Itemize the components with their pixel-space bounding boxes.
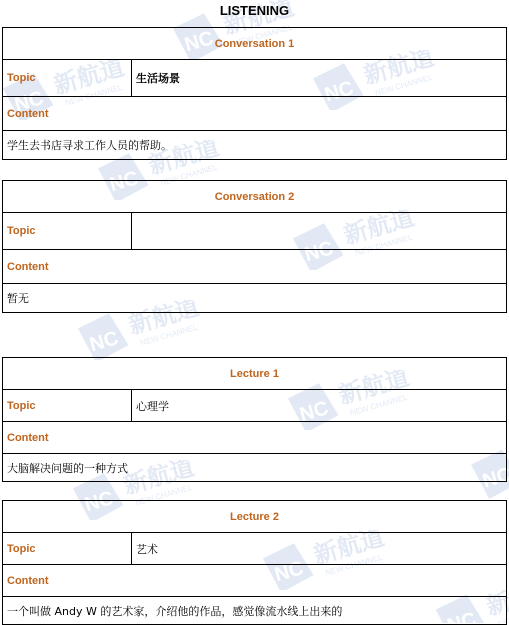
section-table-conversation-2 <box>2 180 507 313</box>
topic-value: 生活场景 <box>132 60 507 97</box>
section-table-conversation-1 <box>2 27 507 160</box>
content-label: Content <box>3 250 507 284</box>
section-title: Lecture 2 <box>3 501 507 533</box>
section-table-lecture-1 <box>2 357 507 482</box>
section-title: Lecture 1 <box>3 358 507 390</box>
page-title: LISTENING <box>219 3 290 18</box>
topic-label: Topic <box>3 213 132 250</box>
topic-value: 心理学 <box>132 390 507 422</box>
section-title: Conversation 2 <box>3 181 507 213</box>
topic-label: Topic <box>3 533 132 565</box>
section-title: Conversation 1 <box>3 28 507 60</box>
topic-value <box>132 213 507 250</box>
content-label: Content <box>3 565 507 597</box>
content-value: 大脑解决问题的一种方式 <box>3 454 507 482</box>
content-value: 暂无 <box>3 284 507 313</box>
content-value: 学生去书店寻求工作人员的帮助。 <box>3 131 507 160</box>
topic-value: 艺术 <box>132 533 507 565</box>
topic-label: Topic <box>3 60 132 97</box>
section-table-lecture-2 <box>2 500 507 625</box>
topic-label: Topic <box>3 390 132 422</box>
content-label: Content <box>3 97 507 131</box>
content-label: Content <box>3 422 507 454</box>
content-value: 一个叫做 Andy W 的艺术家，介绍他的作品，感觉像流水线上出来的 <box>3 597 507 625</box>
